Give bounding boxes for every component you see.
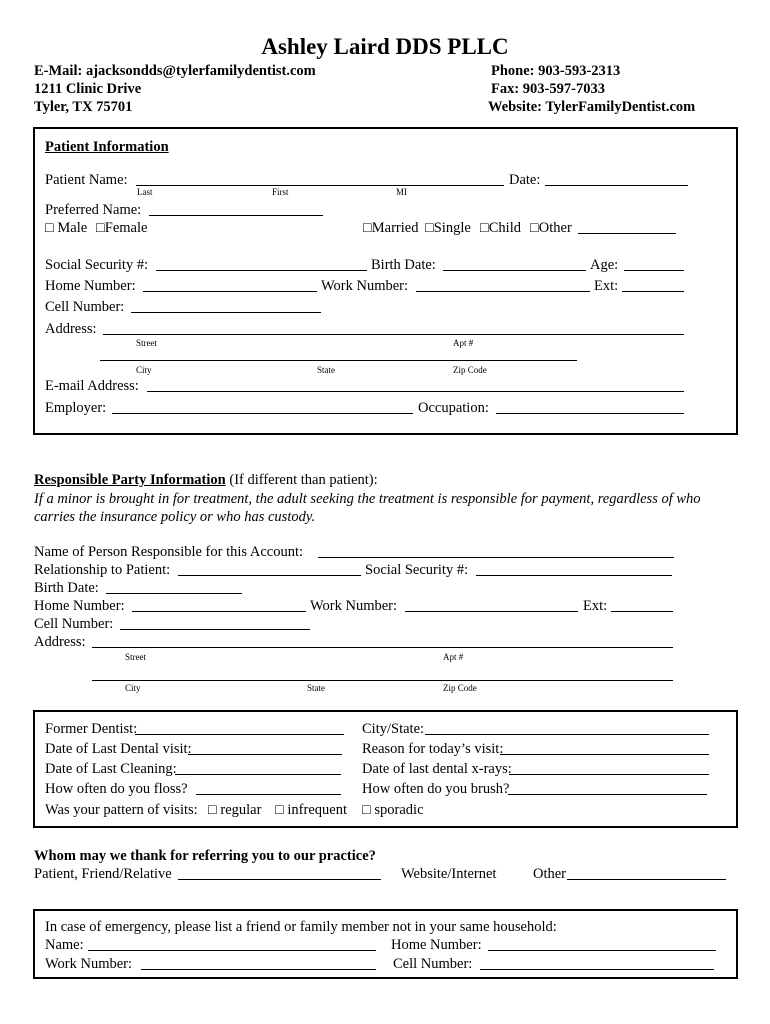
email-field[interactable] xyxy=(147,378,684,392)
regular-checkbox[interactable]: □ regular xyxy=(208,802,262,818)
responsible-address-label: Address: xyxy=(34,634,86,650)
responsible-city-caption: City xyxy=(125,683,141,693)
address-city-field[interactable] xyxy=(100,348,577,361)
home-number-label: Home Number: xyxy=(45,278,136,294)
emergency-cell-number-label: Cell Number: xyxy=(393,956,473,972)
responsible-address-city-field[interactable] xyxy=(92,668,673,681)
responsible-address-street-field[interactable] xyxy=(92,634,673,648)
former-dentist-label: Former Dentist: xyxy=(45,721,138,737)
practice-email: E-Mail: ajacksondds@tylerfamilydentist.com xyxy=(34,63,316,79)
last-cleaning-field[interactable] xyxy=(175,761,341,775)
last-cleaning-label: Date of Last Cleaning: xyxy=(45,761,177,777)
relationship-field[interactable] xyxy=(178,562,361,576)
work-number-field[interactable] xyxy=(416,278,590,292)
brush-field[interactable] xyxy=(508,781,707,795)
infrequent-checkbox[interactable]: □ infrequent xyxy=(275,802,347,818)
last-name-caption: Last xyxy=(137,187,153,197)
zip-caption: Zip Code xyxy=(453,365,487,375)
referral-patient-friend-label: Patient, Friend/Relative xyxy=(34,866,172,882)
male-checkbox[interactable]: □ Male xyxy=(45,220,88,236)
date-field[interactable] xyxy=(545,172,688,186)
employer-field[interactable] xyxy=(112,400,413,414)
responsible-ext-field[interactable] xyxy=(611,598,673,612)
ssn-label: Social Security #: xyxy=(45,257,149,273)
last-visit-field[interactable] xyxy=(188,741,342,755)
city-state-label: City/State: xyxy=(362,721,425,737)
responsible-state-caption: State xyxy=(307,683,325,693)
responsible-birth-date-field[interactable] xyxy=(106,580,242,594)
emergency-name-label: Name: xyxy=(45,937,84,953)
emergency-intro: In case of emergency, please list a friend or family member not in your same household: xyxy=(45,919,557,935)
responsible-note-line2: carries the insurance policy or who has custody. xyxy=(34,509,316,525)
responsible-ext-label: Ext: xyxy=(583,598,608,614)
cell-number-field[interactable] xyxy=(131,299,321,313)
ext-field[interactable] xyxy=(622,278,684,292)
practice-fax: Fax: 903-597-7033 xyxy=(491,81,605,97)
other-status-field[interactable] xyxy=(578,220,676,234)
last-xrays-field[interactable] xyxy=(509,761,709,775)
patient-info-heading: Patient Information xyxy=(45,139,169,155)
responsible-work-number-label: Work Number: xyxy=(310,598,398,614)
referral-question: Whom may we thank for referring you to our practice? xyxy=(34,848,376,864)
emergency-work-number-label: Work Number: xyxy=(45,956,133,972)
referral-other-label: Other xyxy=(533,866,567,882)
female-checkbox[interactable]: □Female xyxy=(96,220,148,236)
sporadic-checkbox[interactable]: □ sporadic xyxy=(362,802,424,818)
cell-number-label: Cell Number: xyxy=(45,299,125,315)
employer-label: Employer: xyxy=(45,400,107,416)
floss-field[interactable] xyxy=(196,781,341,795)
responsible-birth-date-label: Birth Date: xyxy=(34,580,99,596)
age-label: Age: xyxy=(590,257,619,273)
referral-patient-friend-field[interactable] xyxy=(178,866,381,880)
birth-date-label: Birth Date: xyxy=(371,257,436,273)
referral-website-option[interactable]: Website/Internet xyxy=(401,866,497,882)
responsible-note-line1: If a minor is brought in for treatment, the adult seeking the treatment is responsible for payment, regardless of who xyxy=(34,491,701,507)
last-xrays-label: Date of last dental x-rays: xyxy=(362,761,512,777)
responsible-name-field[interactable] xyxy=(318,544,674,558)
practice-website: Website: TylerFamilyDentist.com xyxy=(488,99,696,115)
reason-label: Reason for today’s visit: xyxy=(362,741,504,757)
ext-label: Ext: xyxy=(594,278,619,294)
responsible-cell-number-label: Cell Number: xyxy=(34,616,114,632)
responsible-work-number-field[interactable] xyxy=(405,598,578,612)
emergency-home-number-label: Home Number: xyxy=(391,937,482,953)
other-status-checkbox[interactable]: □Other xyxy=(530,220,572,236)
responsible-home-number-label: Home Number: xyxy=(34,598,125,614)
practice-phone: Phone: 903-593-2313 xyxy=(491,63,621,79)
ssn-field[interactable] xyxy=(156,257,367,271)
emergency-name-field[interactable] xyxy=(88,937,376,951)
street-caption: Street xyxy=(136,338,157,348)
responsible-ssn-field[interactable] xyxy=(476,562,672,576)
married-checkbox[interactable]: □Married xyxy=(363,220,419,236)
date-label: Date: xyxy=(509,172,541,188)
first-name-caption: First xyxy=(272,187,289,197)
responsible-heading-title: Responsible Party Information xyxy=(34,472,226,488)
responsible-home-number-field[interactable] xyxy=(132,598,306,612)
practice-street: 1211 Clinic Drive xyxy=(34,81,142,97)
practice-title: Ashley Laird DDS PLLC xyxy=(261,34,509,59)
age-field[interactable] xyxy=(624,257,684,271)
reason-field[interactable] xyxy=(500,741,709,755)
last-visit-label: Date of Last Dental visit: xyxy=(45,741,192,757)
floss-label: How often do you floss? xyxy=(45,781,188,797)
preferred-name-label: Preferred Name: xyxy=(45,202,142,218)
preferred-name-field[interactable] xyxy=(149,202,323,216)
occupation-label: Occupation: xyxy=(418,400,489,416)
single-checkbox[interactable]: □Single xyxy=(425,220,471,236)
responsible-heading-note: (If different than patient): xyxy=(225,472,378,488)
apt-caption: Apt # xyxy=(453,338,474,348)
emergency-cell-number-field[interactable] xyxy=(480,956,714,970)
address-street-field[interactable] xyxy=(103,321,684,335)
emergency-home-number-field[interactable] xyxy=(488,937,716,951)
state-caption: State xyxy=(317,365,335,375)
referral-other-field[interactable] xyxy=(567,866,726,880)
city-caption: City xyxy=(136,365,152,375)
work-number-label: Work Number: xyxy=(321,278,409,294)
email-label: E-mail Address: xyxy=(45,378,139,394)
patient-name-label: Patient Name: xyxy=(45,172,128,188)
home-number-field[interactable] xyxy=(143,278,317,292)
emergency-work-number-field[interactable] xyxy=(141,956,376,970)
responsible-heading xyxy=(34,471,378,489)
patient-name-field[interactable] xyxy=(136,172,504,186)
former-dentist-field[interactable] xyxy=(135,721,344,735)
child-checkbox[interactable]: □Child xyxy=(480,220,521,236)
middle-initial-caption: MI xyxy=(396,187,407,197)
responsible-zip-caption: Zip Code xyxy=(443,683,477,693)
brush-label: How often do you brush? xyxy=(362,781,510,797)
birth-date-field[interactable] xyxy=(443,257,586,271)
practice-city: Tyler, TX 75701 xyxy=(34,99,133,115)
responsible-cell-number-field[interactable] xyxy=(120,616,310,630)
occupation-field[interactable] xyxy=(496,400,684,414)
city-state-field[interactable] xyxy=(425,721,709,735)
responsible-street-caption: Street xyxy=(125,652,146,662)
relationship-label: Relationship to Patient: xyxy=(34,562,171,578)
address-label: Address: xyxy=(45,321,97,337)
visit-pattern-label: Was your pattern of visits: xyxy=(45,802,198,818)
responsible-ssn-label: Social Security #: xyxy=(365,562,469,578)
responsible-name-label: Name of Person Responsible for this Account: xyxy=(34,544,304,560)
responsible-apt-caption: Apt # xyxy=(443,652,464,662)
